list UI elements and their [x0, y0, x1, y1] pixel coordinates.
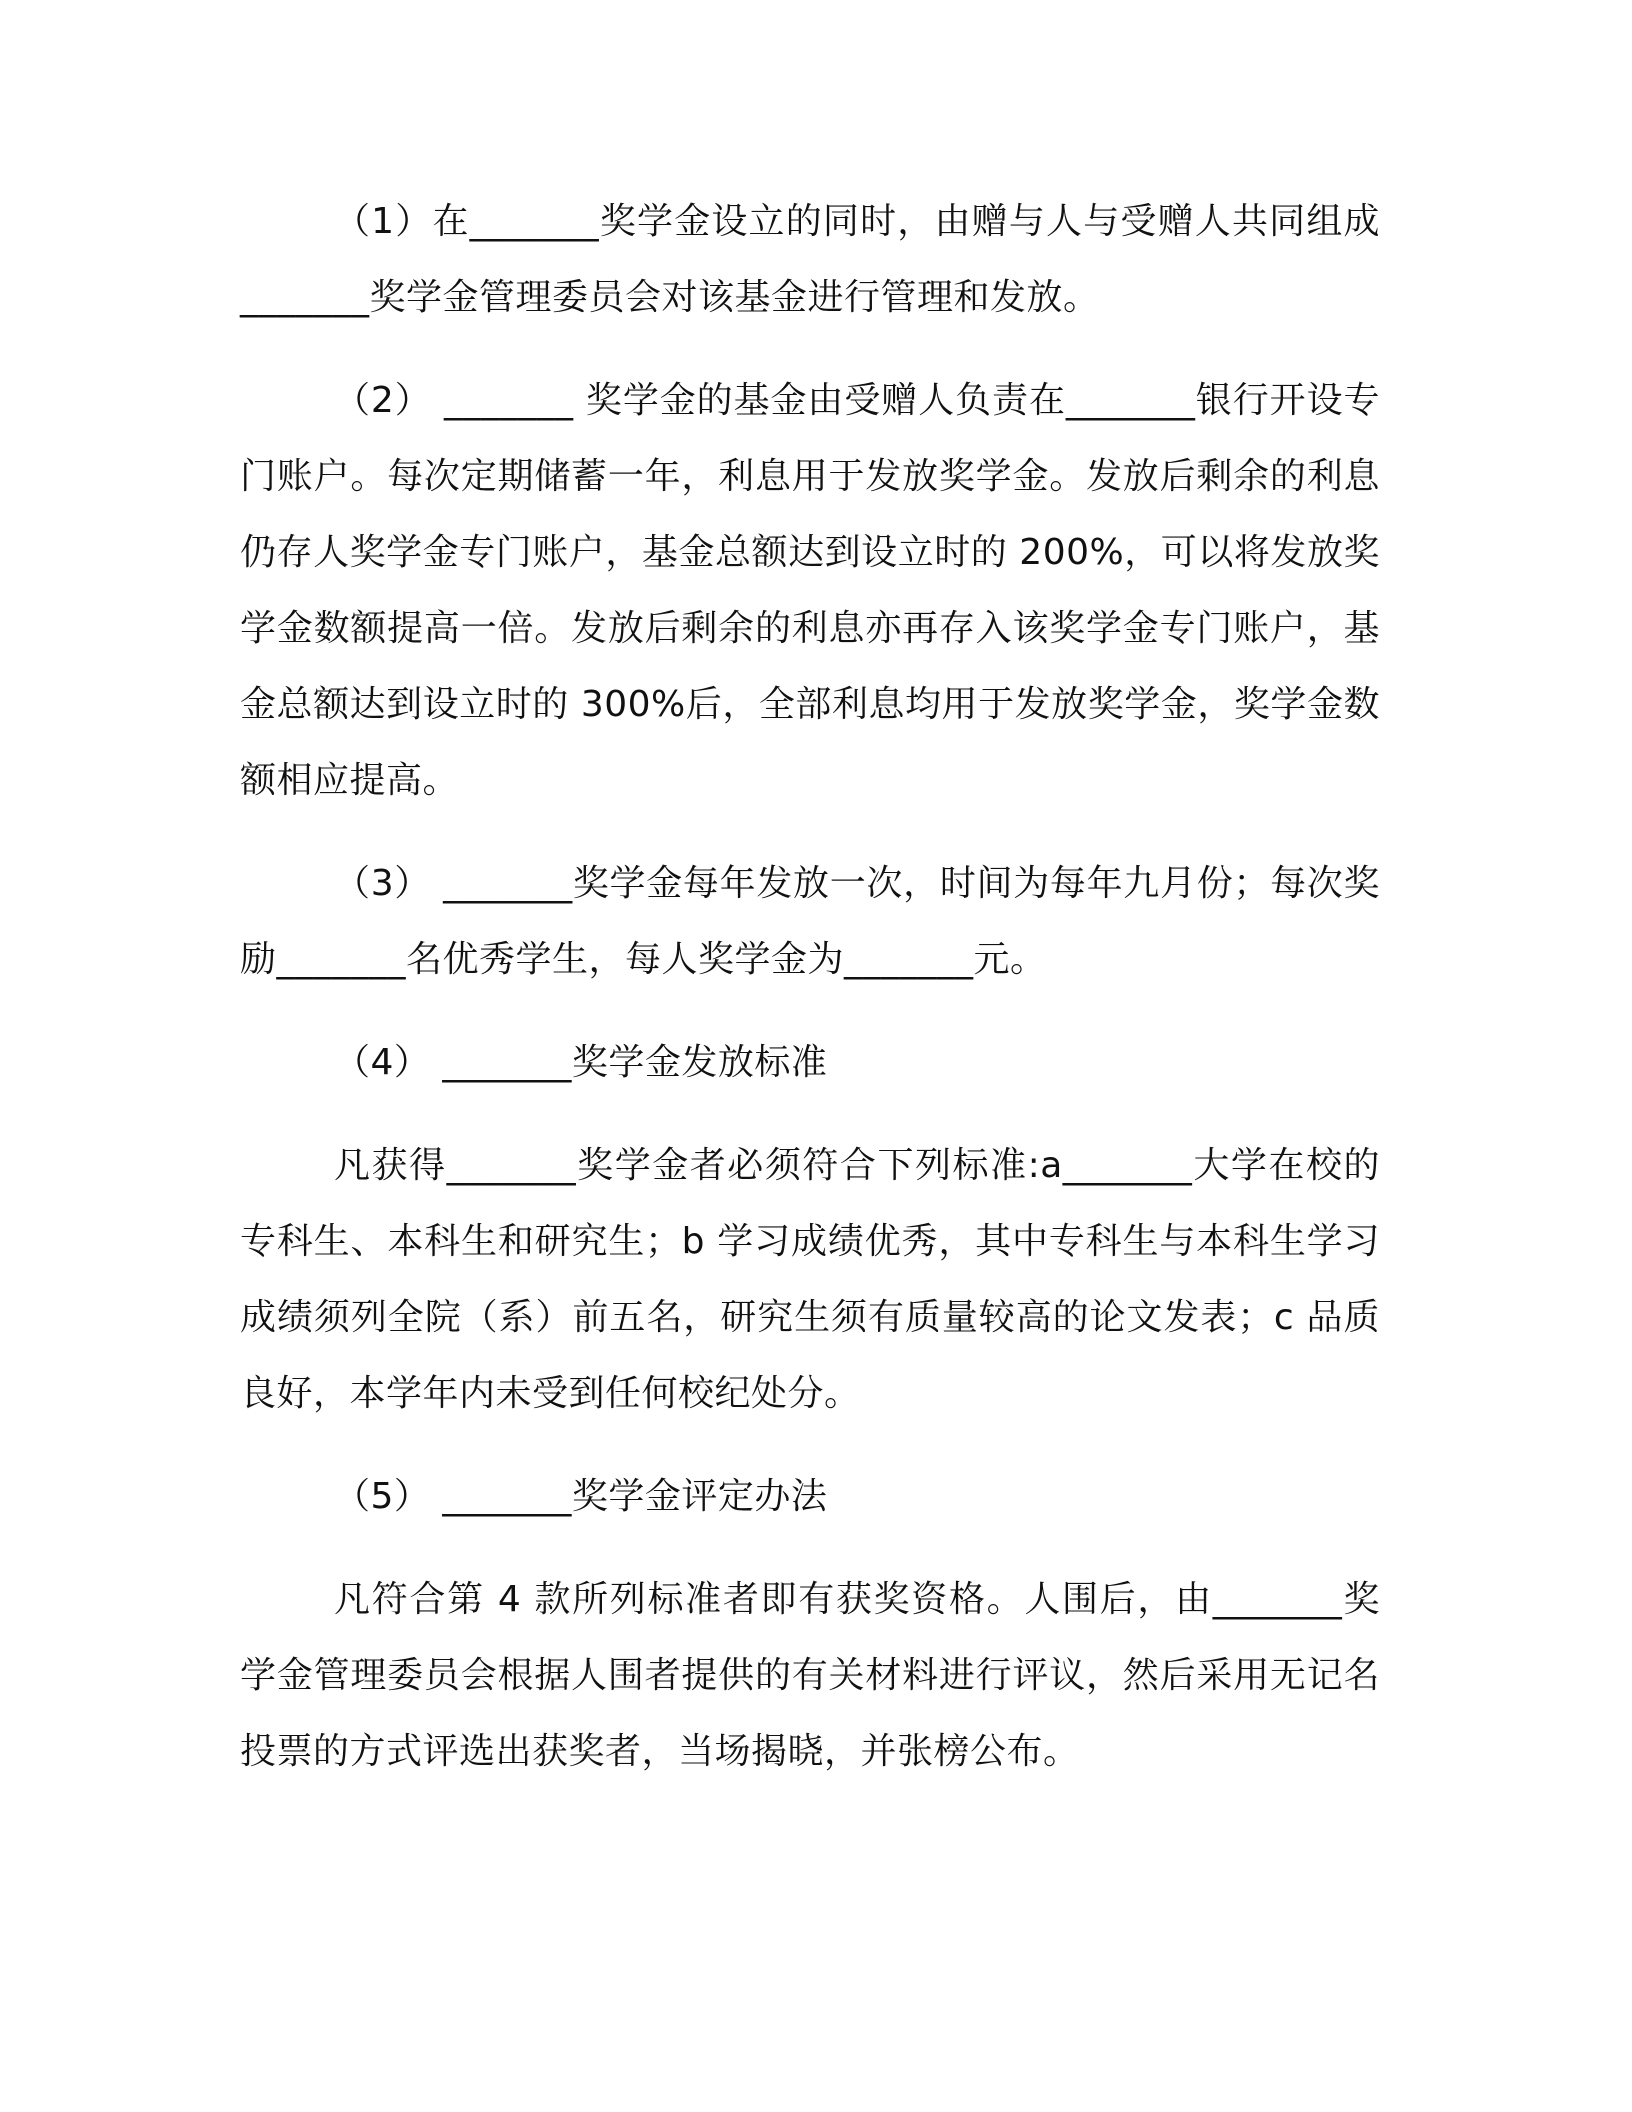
- heading-clause-4: （4） _______奖学金发放标准: [334, 1042, 828, 1083]
- heading-clause-5: （5） _______奖学金评定办法: [334, 1476, 828, 1517]
- paragraph-clause-3: （3） _______奖学金每年发放一次，时间为每年九月份；每次奖励_______名优秀学生，每人奖学金为_______元。: [240, 863, 1380, 980]
- paragraph-clause-4-body: 凡获得_______奖学金者必须符合下列标准:a_______大学在校的专科生、本科生和研究生；b 学习成绩优秀，其中专科生与本科生学习成绩须列全院（系）前五名，研究生须有质量较高的论文发表；c 品质良好，本学年内未受到任何校纪处分。: [240, 1145, 1380, 1414]
- document-body: [240, 184, 1380, 1817]
- paragraph-clause-2: （2） _______ 奖学金的基金由受赠人负责在_______银行开设专门账户。每次定期储蓄一年，利息用于发放奖学金。发放后剩余的利息仍存人奖学金专门账户，基金总额达到设立时的 200%，可以将发放奖学金数额提高一倍。发放后剩余的利息亦再存入该奖学金专门账户，基金总额达到设立时的 300%后，全部利息均用于发放奖学金，奖学金数额相应提高。: [240, 380, 1380, 801]
- paragraph-clause-1: （1）在_______奖学金设立的同时，由赠与人与受赠人共同组成_______奖学金管理委员会对该基金进行管理和发放。: [240, 201, 1380, 318]
- paragraph-clause-5-body: 凡符合第 4 款所列标准者即有获奖资格。人围后，由_______奖学金管理委员会根据人围者提供的有关材料进行评议，然后采用无记名投票的方式评选出获奖者，当场揭晓，并张榜公布。: [240, 1579, 1380, 1772]
